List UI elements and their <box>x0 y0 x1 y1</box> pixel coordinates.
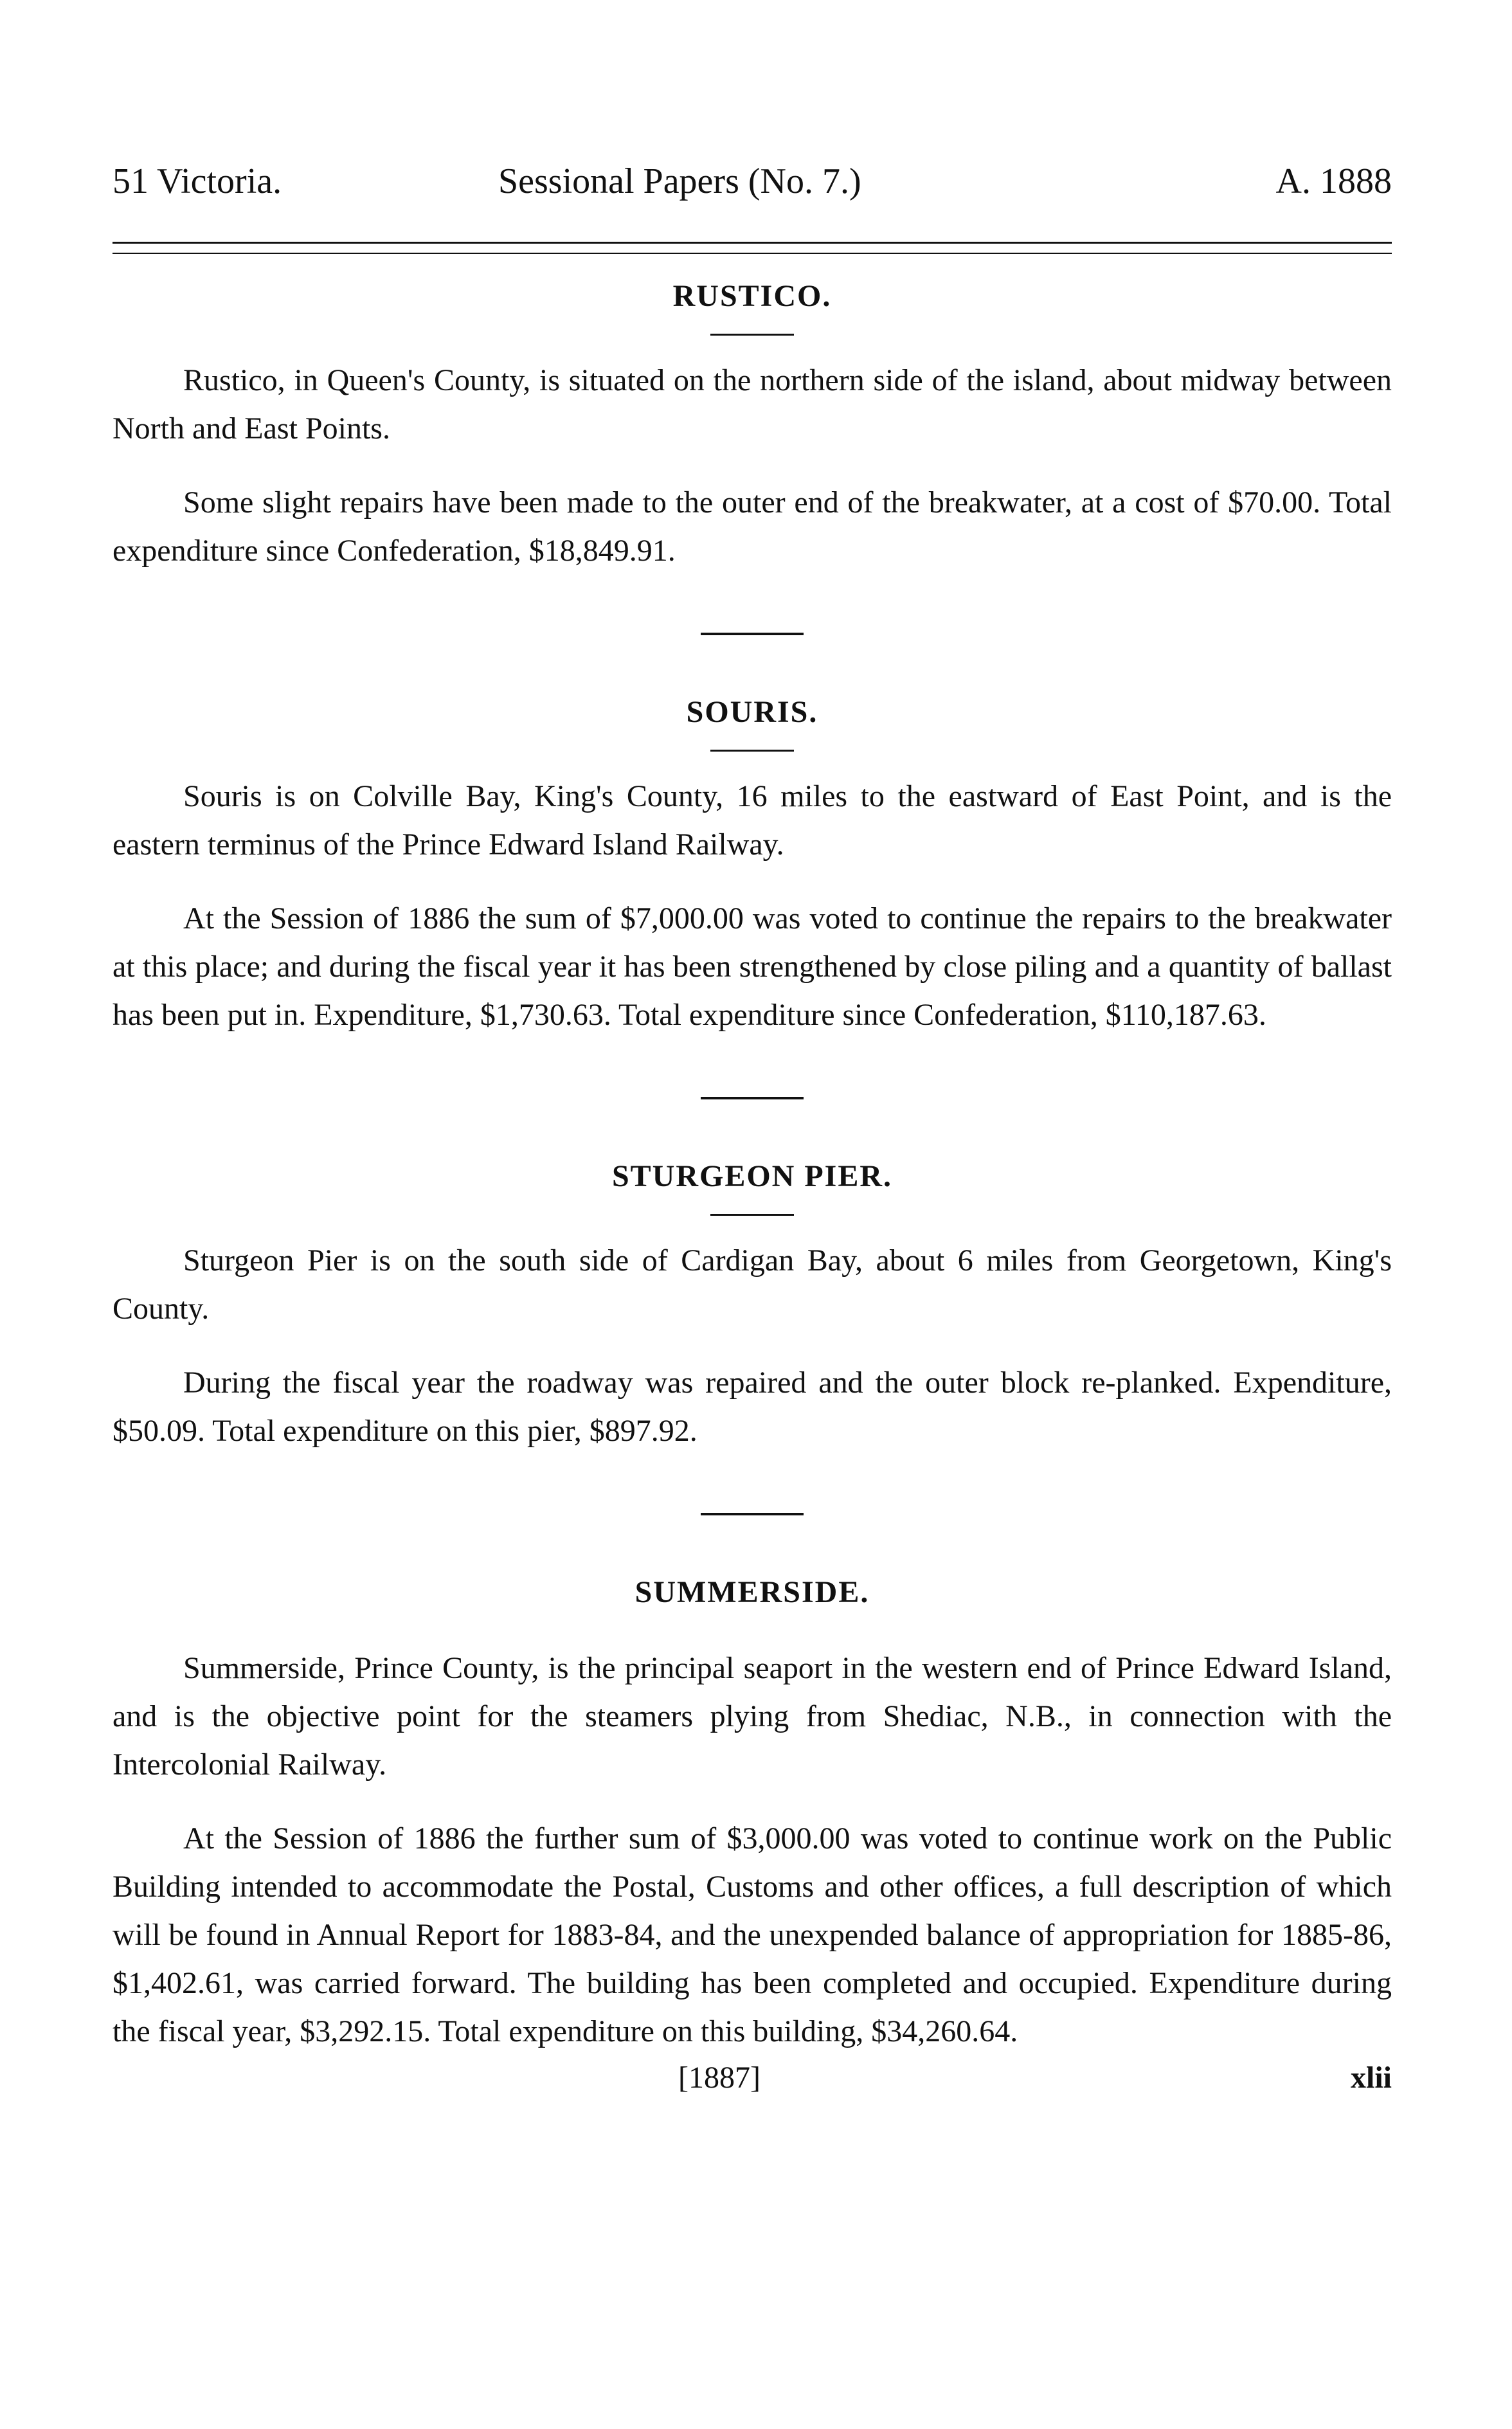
running-head <box>113 154 1392 208</box>
section-title-souris: SOURIS. <box>686 695 818 729</box>
paragraph: Summerside, Prince County, is the principal seaport in the western end of Prince Edward Island, and is the objective point for the steamers plying from Shediac, N.B., in connection with the Intercolonial Railway. <box>113 1651 1392 1782</box>
section-title-rustico: RUSTICO. <box>672 279 832 313</box>
footer-page-number: xlii <box>1350 2061 1392 2095</box>
paragraph: Some slight repairs have been made to the outer end of the breakwater, at a cost of $70.00. Total expenditure since Confederation, $18,849.91. <box>113 485 1392 568</box>
section-title-summerside: SUMMERSIDE. <box>634 1575 870 1609</box>
paragraph: At the Session of 1886 the further sum of $3,000.00 was voted to continue work on the Public Building intended to accommodate the Postal, Customs and other offices, a full description of which will be found in Annual Report for 1883-84, and the unexpended balance of appropriation for 1885-86, $1,402.61, was carried forward. The building has been completed and occupied. Expenditure during the fiscal year, $3,292.15. Total expenditure on this building, $34,260.64. <box>113 1821 1392 2048</box>
header-sessional-papers: Sessional Papers (No. 7.) <box>498 161 861 201</box>
section-souris <box>113 693 1392 1039</box>
paragraph: During the fiscal year the roadway was repaired and the outer block re-planked. Expenditure, $50.09. Total expenditure on this pier, $897.92. <box>113 1366 1392 1448</box>
section-title-sturgeon-pier: STURGEON PIER. <box>611 1159 893 1193</box>
paragraph: Souris is on Colville Bay, King's County, 16 miles to the eastward of East Point, and is the eastern terminus of the Prince Edward Island Railway. <box>113 779 1392 862</box>
page-footer <box>113 2055 1392 2100</box>
document-page <box>113 154 1392 2100</box>
header-session: 51 Victoria. <box>113 161 282 201</box>
paragraph: At the Session of 1886 the sum of $7,000.00 was voted to continue the repairs to the breakwater at this place; and during the fiscal year it has been strengthened by close piling and a quantity of ballast has been put in. Expenditure, $1,730.63. Total expenditure since Confederation, $110,187.63. <box>113 901 1392 1032</box>
section-sturgeon-pier <box>113 1157 1392 1455</box>
footer-page-year: [1887] <box>678 2061 760 2095</box>
header-double-rule <box>113 242 1392 254</box>
section-summerside <box>113 1573 1392 2055</box>
paragraph: Sturgeon Pier is on the south side of Cardigan Bay, about 6 miles from Georgetown, King's County. <box>113 1243 1392 1326</box>
section-rustico <box>113 277 1392 575</box>
header-year: A. 1888 <box>1275 161 1392 201</box>
paragraph: Rustico, in Queen's County, is situated on the northern side of the island, about midway between North and East Points. <box>113 363 1392 446</box>
